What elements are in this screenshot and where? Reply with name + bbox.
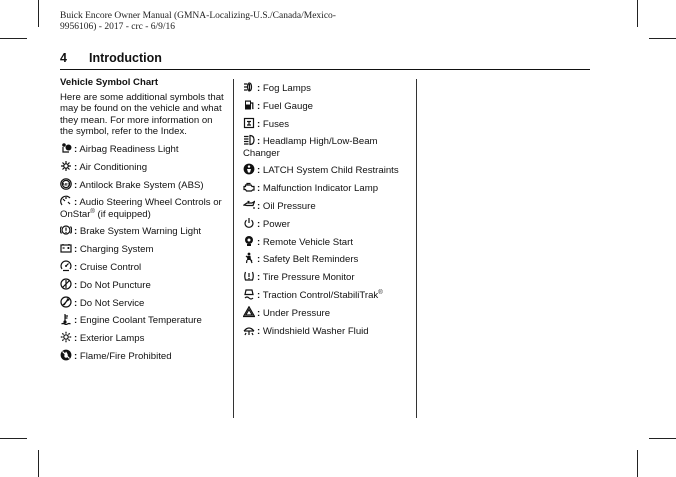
symbol-entry <box>60 278 224 291</box>
entry-separator: : <box>257 307 261 319</box>
symbol-label: Exterior Lamps <box>79 333 145 345</box>
symbol-entry <box>243 270 411 283</box>
cruise-control-icon <box>60 260 72 272</box>
entry-separator: : <box>74 315 78 327</box>
fog-lamps-icon <box>243 81 255 93</box>
entry-separator: : <box>257 272 261 284</box>
symbol-entry <box>60 349 224 362</box>
symbol-entry <box>243 134 411 158</box>
registered-mark: ® <box>90 208 95 215</box>
do-not-puncture-icon <box>60 278 72 290</box>
symbol-label: Flame/Fire Prohibited <box>79 350 172 362</box>
entry-separator: : <box>74 226 78 238</box>
symbol-entry <box>243 252 411 265</box>
entry-separator: : <box>257 83 261 94</box>
fuses-icon <box>243 117 255 129</box>
symbol-entry <box>243 288 411 301</box>
brake-warning-icon <box>60 224 72 236</box>
symbol-label: Oil Pressure <box>262 200 316 212</box>
flame-prohibited-icon <box>60 349 72 361</box>
entry-separator: : <box>257 136 261 148</box>
running-header-line: 9956106) - 2017 - crc - 6/9/16 <box>60 22 176 32</box>
symbol-label: Airbag Readiness Light <box>79 144 179 156</box>
symbol-column-middle <box>243 81 411 341</box>
symbol-label: Fuses <box>262 118 290 130</box>
entry-separator: : <box>74 161 78 173</box>
coolant-temperature-icon <box>60 313 72 325</box>
crop-mark <box>38 450 39 477</box>
airbag-icon <box>60 142 72 154</box>
symbol-label-suffix: (if equipped) <box>94 208 151 220</box>
oil-pressure-icon <box>243 199 255 211</box>
symbol-entry <box>60 331 224 344</box>
entry-separator: : <box>257 254 261 266</box>
symbol-label: Fog Lamps <box>262 83 311 94</box>
column-divider <box>233 79 234 418</box>
engine-lamp-icon <box>243 181 255 193</box>
symbol-entry <box>60 160 224 173</box>
exterior-lamps-icon <box>60 331 72 343</box>
registered-mark: ® <box>378 289 383 296</box>
crop-mark <box>0 38 27 39</box>
entry-separator: : <box>257 100 261 112</box>
battery-icon <box>60 242 72 254</box>
entry-separator: : <box>257 236 261 248</box>
entry-separator: : <box>257 200 261 212</box>
symbol-label: Safety Belt Reminders <box>262 254 359 266</box>
running-header-line: Buick Encore Owner Manual (GMNA-Localizing-U.S./Canada/Mexico- <box>60 11 336 21</box>
symbol-label: Traction Control/StabiliTrak <box>262 289 379 301</box>
page-number: 4 <box>60 51 67 65</box>
symbol-entry <box>243 235 411 248</box>
symbol-entry <box>243 217 411 230</box>
symbol-label: Under Pressure <box>262 307 331 319</box>
symbol-label: Remote Vehicle Start <box>262 236 353 248</box>
seat-belt-icon <box>243 252 255 264</box>
symbol-entry <box>243 117 411 130</box>
symbol-entry <box>243 199 411 212</box>
svg-text:ABS: ABS <box>62 182 70 187</box>
symbol-label: Air Conditioning <box>79 161 148 173</box>
entry-separator: : <box>257 289 261 301</box>
crop-mark <box>637 450 638 477</box>
symbol-entry <box>60 313 224 326</box>
entry-separator: : <box>74 144 78 156</box>
symbol-entry <box>60 296 224 309</box>
symbol-label: Do Not Puncture <box>79 279 151 291</box>
entry-separator: : <box>257 165 261 177</box>
symbol-list <box>243 81 411 337</box>
entry-separator: : <box>74 244 78 256</box>
abs-icon <box>60 178 72 190</box>
crop-mark <box>637 0 638 27</box>
entry-separator: : <box>74 333 78 345</box>
tire-pressure-icon <box>243 270 255 282</box>
fuel-gauge-icon <box>243 99 255 111</box>
section-title: Vehicle Symbol Chart <box>60 77 159 88</box>
entry-separator: : <box>257 325 261 337</box>
symbol-entry <box>60 242 224 255</box>
symbol-entry <box>60 142 224 155</box>
entry-separator: : <box>74 350 78 362</box>
washer-fluid-icon <box>243 324 255 336</box>
symbol-entry <box>60 195 224 219</box>
do-not-service-icon <box>60 296 72 308</box>
under-pressure-icon <box>243 306 255 318</box>
entry-separator: : <box>74 197 78 209</box>
headlamp-beam-icon <box>243 134 255 146</box>
symbol-label: Tire Pressure Monitor <box>262 272 355 284</box>
entry-separator: : <box>257 218 261 230</box>
entry-separator: : <box>74 262 78 273</box>
entry-separator: : <box>74 297 78 309</box>
symbol-entry <box>243 163 411 176</box>
crop-mark <box>649 438 676 439</box>
symbol-label: Audio Steering Wheel Controls or OnStar <box>60 197 222 220</box>
symbol-label: Power <box>262 218 291 230</box>
symbol-label: LATCH System Child Restraints <box>262 165 399 177</box>
symbol-label: Malfunction Indicator Lamp <box>262 183 379 195</box>
page-title: Introduction <box>89 51 162 65</box>
header-rule <box>60 69 590 70</box>
column-divider <box>416 79 417 418</box>
latch-icon <box>243 163 255 175</box>
symbol-label: Windshield Washer Fluid <box>262 325 369 337</box>
symbol-list <box>60 142 224 362</box>
air-conditioning-icon <box>60 160 72 172</box>
symbol-entry <box>243 324 411 337</box>
entry-separator: : <box>257 183 261 195</box>
symbol-label: Headlamp High/Low-Beam Changer <box>243 136 378 159</box>
symbol-entry <box>60 260 224 273</box>
symbol-label: Antilock Brake System (ABS) <box>79 179 204 191</box>
symbol-label: Do Not Service <box>79 297 145 309</box>
symbol-entry <box>243 81 411 94</box>
traction-control-icon <box>243 288 255 300</box>
symbol-entry <box>60 178 224 191</box>
symbol-label: Brake System Warning Light <box>79 226 202 238</box>
intro-paragraph: Here are some additional symbols that may be found on the vehicle and what they mean. For more information on the symbol, refer to the Index. <box>60 92 224 137</box>
entry-separator: : <box>257 118 261 130</box>
crop-mark <box>38 0 39 27</box>
remote-start-icon <box>243 235 255 247</box>
symbol-entry <box>243 306 411 319</box>
entry-separator: : <box>74 279 78 291</box>
power-icon <box>243 217 255 229</box>
symbol-label: Fuel Gauge <box>262 100 314 112</box>
symbol-entry <box>243 181 411 194</box>
crop-mark <box>0 438 27 439</box>
symbol-entry <box>243 99 411 112</box>
running-header <box>60 11 360 33</box>
symbol-label: Charging System <box>79 244 154 256</box>
crop-mark <box>649 38 676 39</box>
entry-separator: : <box>74 179 78 191</box>
symbol-entry <box>60 224 224 237</box>
symbol-column-left <box>60 77 224 367</box>
steering-wheel-controls-icon <box>60 195 72 207</box>
symbol-label: Engine Coolant Temperature <box>79 315 202 327</box>
symbol-label: Cruise Control <box>79 262 142 273</box>
